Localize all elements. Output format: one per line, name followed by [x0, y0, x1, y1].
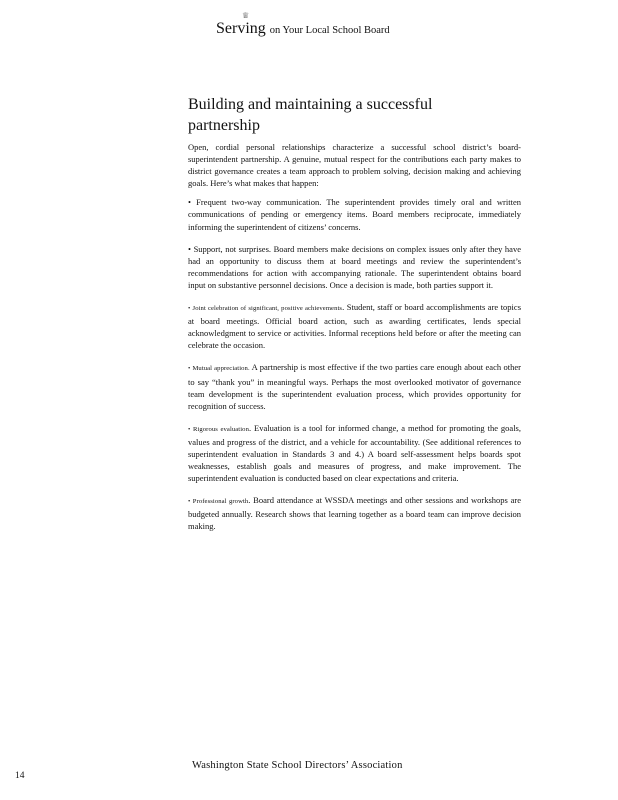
item-body: The superintendent provides timely oral and written communications of pending or emergency items. Board members reciprocate, immediately informing the superintendent of citizens’ concerns.	[188, 197, 521, 232]
item-body: A partnership is most effective if the two parties care enough about each other to say “thank you” in meaningful ways. Perhaps the most overlooked motivator of governance team development is the superintendent evaluation process, which provides opportunity for recognition of success.	[188, 362, 521, 411]
item-lead: • Support, not surprises.	[188, 243, 272, 254]
item-body: . Student, staff or board accomplishments are topics at board meetings. Official board action, such as awarding certificates, lends special acknowledgment to service or activities. Informal receptions held before or after the meeting can celebrate the occasion.	[188, 302, 521, 351]
item-evaluation	[188, 422, 521, 484]
item-lead: • Mutual appreciation.	[188, 365, 250, 373]
item-growth	[188, 494, 521, 532]
item-support	[188, 243, 521, 291]
crown-icon: ♕	[242, 11, 249, 20]
intro-paragraph: Open, cordial personal relationships characterize a successful school district’s board-superintendent partnership. A genuine, mutual respect for the contributions each party makes to district governance creates a team approach to problem solving, decision making and achieving goals. Here’s what makes that happen:	[188, 142, 521, 189]
running-header	[216, 11, 390, 38]
item-communication	[188, 196, 521, 232]
header-subtitle: on Your Local School Board	[269, 25, 390, 36]
item-lead: • Joint celebration of significant, positive achievements	[188, 305, 343, 313]
footer-text: Washington State School Directors’ Association	[192, 760, 403, 771]
item-body: . Evaluation is a tool for informed change, a method for promoting the goals, values and progress of the district, and a vehicle for accountability. (See additional references to superintendent evaluation in Standards 3 and 4.) A board self-assessment helps boards spot weaknesses, establish goals and measures of progress, and make improvement. The superintendent evaluation is conducted based on clear expectations and criteria.	[188, 422, 521, 484]
body-content	[188, 141, 521, 543]
header-brand-text: Serving	[216, 20, 266, 37]
item-lead: • Professional growth	[188, 498, 249, 506]
section-title: Building and maintaining a successful partnership	[188, 96, 433, 134]
header-brand	[216, 11, 270, 37]
item-lead: • Frequent two-way communication.	[188, 197, 322, 208]
item-celebration	[188, 301, 521, 351]
item-lead: • Rigorous evaluation	[188, 425, 249, 433]
page-number: 14	[15, 771, 25, 781]
item-body: . Board attendance at WSSDA meetings and other sessions and workshops are budgeted annually. Research shows that learning together as a board team can improve decision making.	[188, 495, 522, 532]
item-appreciation	[188, 361, 521, 411]
item-body: Board members make decisions on complex issues only after they have had an opportunity to discuss them at board meetings and review the superintendent’s recommendations for action with accompanying rationale. The superintendent obtains board input on substantive personnel decisions. Once a decision is made, both parties support it.	[188, 243, 521, 290]
